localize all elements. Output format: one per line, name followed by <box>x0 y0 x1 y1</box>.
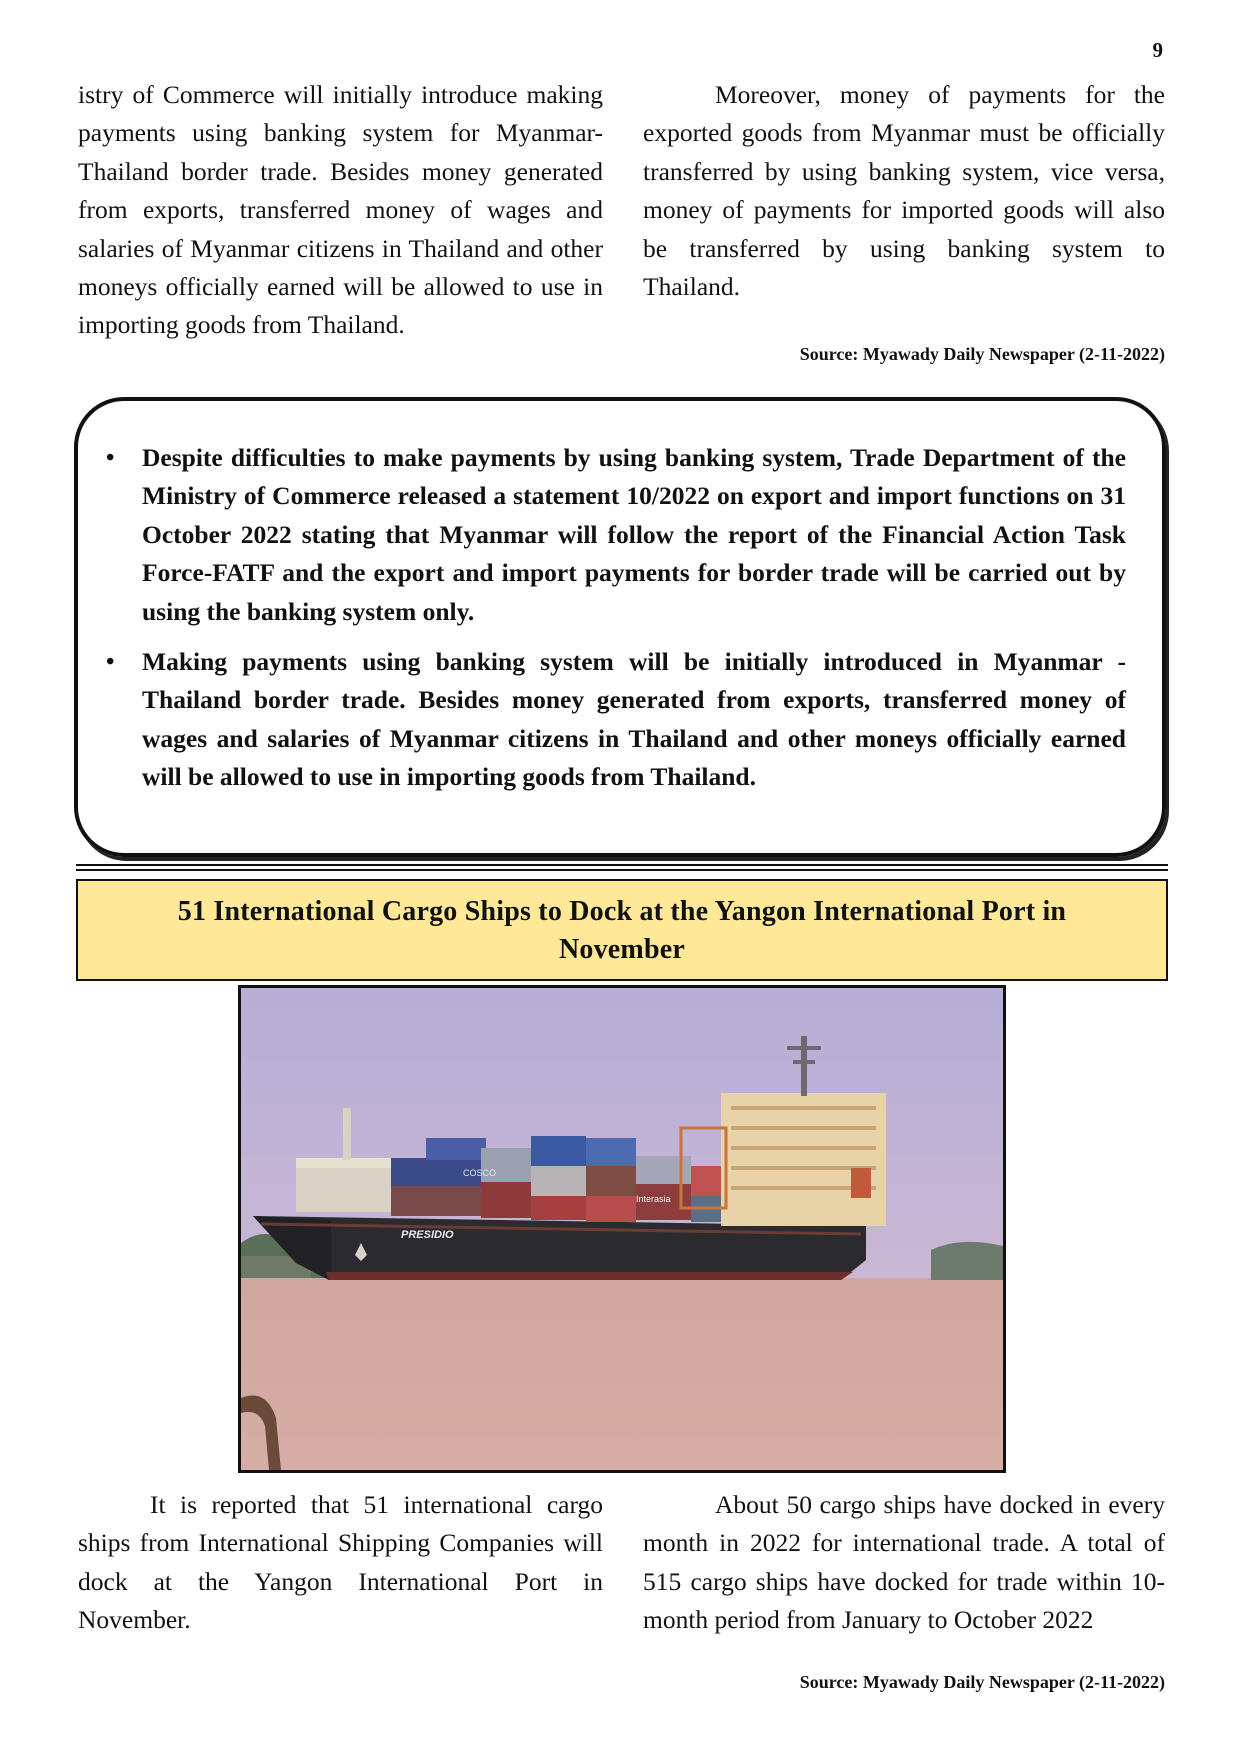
top-right-paragraph: Moreover, money of payments for the exported goods from Myanmar must be officially transferred by using banking system, vice versa, money of payments for imported goods will also be transferred by using banking system to Thailand. <box>643 80 1165 302</box>
summary-bullet-item <box>106 439 1126 631</box>
section-divider-top <box>76 864 1168 866</box>
summary-bullet-list <box>106 439 1126 797</box>
top-left-paragraph: istry of Commerce will initially introduce making payments using banking system for Myanmar-Thailand border trade. Besides money generated from exports, transferred money of wages and salaries of Myanmar citizens in Thailand and other moneys officially earned will be allowed to use in importing goods from Thailand. <box>78 80 603 340</box>
cargo-ship-photo <box>238 985 1006 1473</box>
container-mark-cosco: COSCO <box>463 1168 497 1178</box>
bottom-right-column <box>643 1486 1165 1640</box>
container-mark-interasia: Interasia <box>636 1194 671 1204</box>
cargo-ship-illustration <box>241 988 1003 1470</box>
top-right-column <box>643 76 1165 306</box>
section-divider-bottom <box>76 869 1168 871</box>
bottom-left-paragraph: It is reported that 51 international cargo ships from International Shipping Companies will dock at the Yangon International Port in November. <box>78 1490 603 1635</box>
bottom-right-paragraph: About 50 cargo ships have docked in every month in 2022 for international trade. A total of 515 cargo ships have docked for trade within 10-month period from January to October 2022 <box>643 1490 1165 1635</box>
summary-bullet-text: Despite difficulties to make payments by using banking system, Trade Department of the Ministry of Commerce released a statement 10/2022 on export and import functions on 31 October 2022 stating that Myanmar will follow the report of the Financial Action Task Force-FATF and the export and import payments for border trade will be carried out by using the banking system only. <box>142 443 1126 626</box>
top-source-citation: Source: Myawady Daily Newspaper (2-11-2022) <box>799 344 1165 364</box>
bullet-icon: • <box>106 649 115 676</box>
summary-box <box>74 397 1166 857</box>
page-number: 9 <box>1152 38 1163 62</box>
bullet-icon: • <box>106 445 115 471</box>
summary-bullet-item <box>106 643 1126 797</box>
summary-bullet-text: Making payments using banking system will be initially introduced in Myanmar -Thailand border trade. Besides money generated from exports, transferred money of wages and salaries of Myanmar citizens in Thailand and other moneys officially earned will be allowed to use in importing goods from Thailand. <box>142 647 1126 792</box>
top-left-column <box>78 76 603 345</box>
bottom-source-citation: Source: Myawady Daily Newspaper (2-11-2022) <box>799 1672 1165 1692</box>
bottom-left-column <box>78 1486 603 1640</box>
article-headline: 51 International Cargo Ships to Dock at the Yangon International Port in November <box>76 879 1168 981</box>
ship-name-label: PRESIDIO <box>401 1229 454 1241</box>
